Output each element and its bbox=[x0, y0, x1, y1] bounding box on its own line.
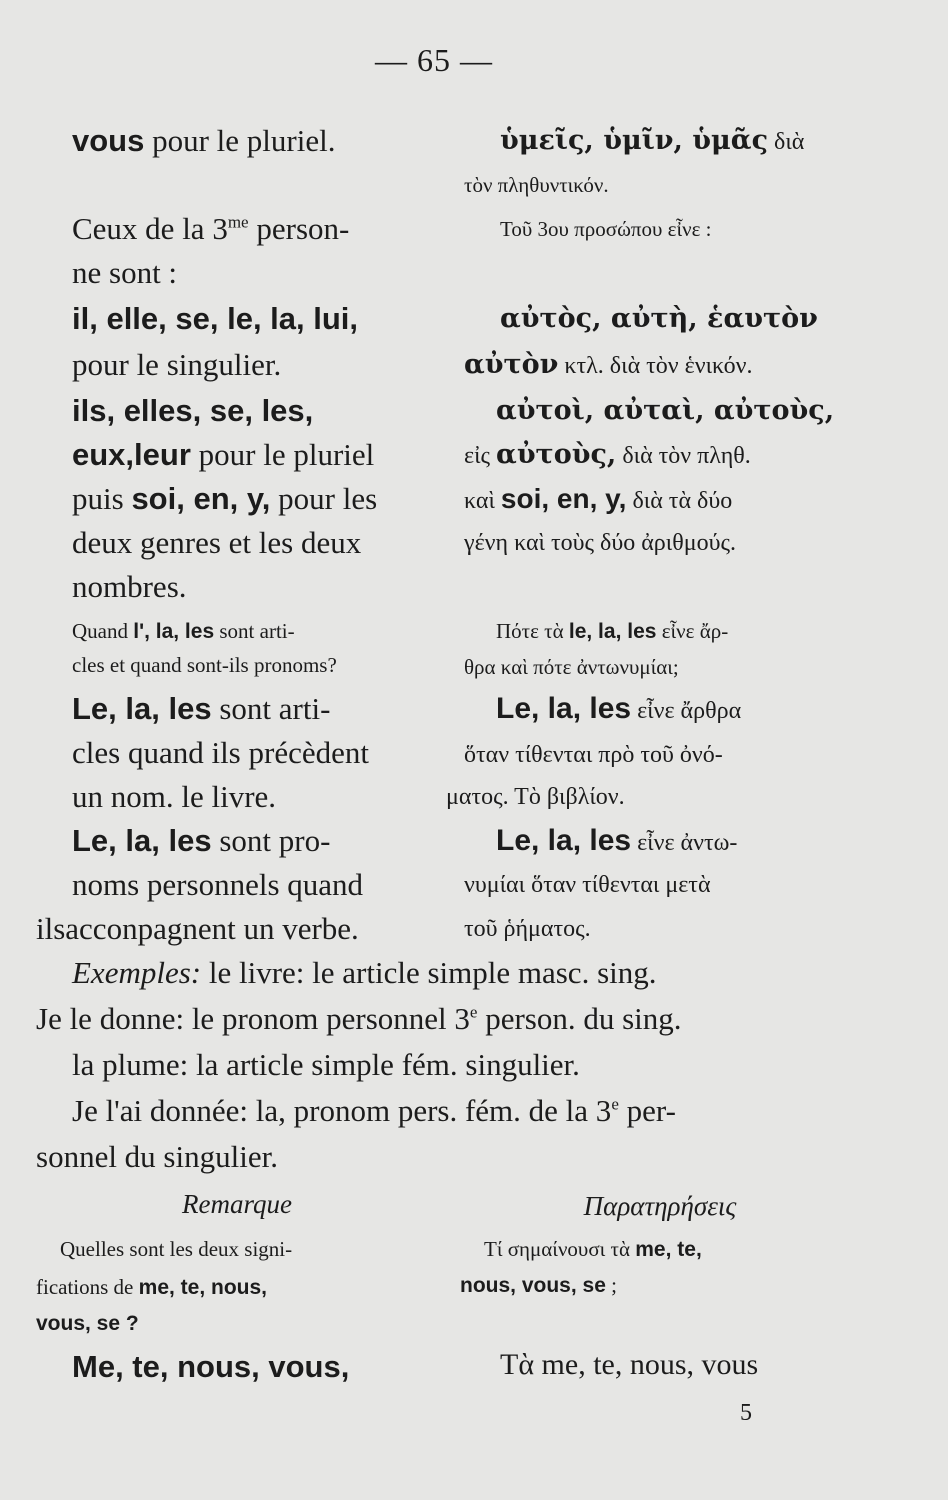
italic-label: Exemples: bbox=[72, 955, 202, 990]
left-line-5: pour le singulier. bbox=[72, 347, 282, 382]
text: sont pro- bbox=[211, 823, 331, 858]
bold-term: le, la, les bbox=[568, 620, 657, 643]
left-line-18: ilsacconpagnent un verbe. bbox=[36, 911, 359, 946]
example-line-3: la plume: la article simple fém. singulier. bbox=[72, 1047, 580, 1082]
text: pour le pluriel. bbox=[144, 123, 336, 158]
right-line-8 bbox=[464, 484, 864, 515]
left-line-8 bbox=[72, 482, 434, 516]
remarque-title: Remarque bbox=[182, 1189, 292, 1219]
bold-term: Le, la, les bbox=[496, 824, 632, 857]
left-line-14: cles quand ils précèdent bbox=[72, 735, 369, 770]
text: διὰ τὰ δύο bbox=[626, 488, 733, 514]
left-line-17: noms personnels quand bbox=[72, 867, 364, 902]
right-line-10 bbox=[496, 620, 896, 643]
example-line-2 bbox=[36, 1002, 866, 1036]
text: le livre: le article simple masc. sing. bbox=[201, 955, 657, 990]
left-line-10: nombres. bbox=[72, 569, 187, 604]
superscript: e bbox=[611, 1094, 619, 1114]
right-line-6 bbox=[496, 396, 896, 426]
question-line-2 bbox=[36, 1276, 398, 1299]
text: fications de bbox=[36, 1275, 139, 1299]
bold-term: nous, vous, se bbox=[460, 1274, 606, 1297]
bold-term: soi, en, y, bbox=[131, 481, 271, 516]
bold-term: l', la, les bbox=[133, 620, 215, 643]
paratiriseis-title: Παρατηρήσεις bbox=[583, 1191, 737, 1221]
bold-term: eux,leur bbox=[72, 437, 191, 472]
answer-left bbox=[72, 1350, 434, 1384]
bold-greek: αὐτὸς, αὐτὴ, ἑαυτὸν bbox=[500, 303, 818, 334]
right-line-4 bbox=[500, 304, 900, 334]
text: εἶνε ἀντω- bbox=[631, 830, 738, 856]
greek-question-line-1 bbox=[484, 1238, 884, 1261]
text: εἰς bbox=[464, 443, 497, 469]
bold-term: Me, te, nous, vous, bbox=[72, 1349, 350, 1384]
example-line-4 bbox=[72, 1094, 902, 1128]
text: διὰ bbox=[768, 129, 805, 155]
left-line-13 bbox=[72, 692, 434, 726]
text: εἶνε ἄρ- bbox=[656, 619, 729, 643]
right-line-16: νυμίαι ὅταν τίθενται μετὰ bbox=[464, 872, 711, 898]
left-line-12: cles et quand sont-ils pronoms? bbox=[72, 653, 337, 677]
text: Ceux de la 3 bbox=[72, 211, 228, 246]
text: διὰ τὸν πληθ. bbox=[616, 443, 751, 469]
text: Πότε τὰ bbox=[496, 619, 569, 643]
answer-right: Τὰ me, te, nous, vous bbox=[500, 1348, 759, 1381]
right-line-2: τὸν πληθυντικόν. bbox=[464, 173, 609, 197]
example-line-5: sonnel du singulier. bbox=[36, 1139, 278, 1174]
example-line-1 bbox=[72, 956, 902, 990]
bold-greek: αὐτοὶ, αὐταὶ, αὐτοὺς, bbox=[496, 395, 835, 426]
right-line-11: θρα καὶ πότε ἀντωνυμίαι; bbox=[464, 655, 679, 679]
text: Je le donne: le pronom personnel 3 bbox=[36, 1001, 470, 1036]
bold-term: ils, elles, se, les, bbox=[72, 393, 314, 428]
text: pour les bbox=[270, 481, 378, 516]
bold-term: me, te, nous, bbox=[138, 1276, 267, 1299]
left-line-4 bbox=[72, 302, 434, 336]
text: Quand bbox=[72, 619, 134, 643]
right-line-3: Τοῦ 3ου προσώπου εἶνε : bbox=[500, 217, 712, 241]
text: ; bbox=[605, 1273, 617, 1297]
right-line-14: ματος. Τὸ βιβλίον. bbox=[446, 784, 625, 810]
text: person- bbox=[248, 211, 350, 246]
bold-term: Le, la, les bbox=[496, 692, 632, 725]
left-line-2 bbox=[72, 212, 434, 246]
right-line-12 bbox=[496, 692, 896, 725]
bold-term: vous bbox=[72, 123, 145, 158]
text: person. du sing. bbox=[477, 1001, 682, 1036]
bold-greek: ὑμεῖς, ὑμῖν, ὑμᾶς bbox=[500, 125, 769, 156]
left-line-9: deux genres et les deux bbox=[72, 525, 362, 560]
right-line-1 bbox=[500, 126, 900, 156]
right-line-7 bbox=[464, 440, 864, 470]
text: sont arti- bbox=[211, 691, 331, 726]
text: puis bbox=[72, 481, 132, 516]
right-line-17: τοῦ ῥήματος. bbox=[464, 916, 591, 942]
right-line-9: γένη καὶ τοὺς δύο ἀριθμούς. bbox=[464, 530, 736, 556]
bold-term: vous, se ? bbox=[36, 1312, 139, 1335]
text: κτλ. διὰ τὸν ἑνικόν. bbox=[558, 353, 753, 379]
superscript: me bbox=[227, 212, 249, 232]
text: εἶνε ἄρθρα bbox=[631, 698, 742, 724]
right-line-13: ὅταν τίθενται πρὸ τοῦ ὀνό- bbox=[464, 742, 723, 768]
bold-greek: αὐτὸν bbox=[464, 349, 559, 380]
bold-term: soi, en, y, bbox=[500, 483, 627, 514]
text: Τί σημαίνουσι τὰ bbox=[484, 1237, 636, 1261]
left-line-7 bbox=[72, 438, 434, 472]
question-line-1: Quelles sont les deux signi- bbox=[60, 1237, 293, 1261]
left-line-1 bbox=[72, 124, 434, 158]
bold-term: me, te, bbox=[635, 1238, 702, 1261]
greek-question-line-2 bbox=[460, 1274, 860, 1297]
bold-term: il, elle, se, le, la, lui, bbox=[72, 301, 359, 336]
left-line-6 bbox=[72, 394, 434, 428]
left-line-11 bbox=[72, 620, 434, 643]
bold-term: Le, la, les bbox=[72, 691, 212, 726]
right-line-15 bbox=[496, 824, 896, 857]
text: Je l'ai donnée: la, pronom pers. fém. de la 3 bbox=[72, 1093, 612, 1128]
bold-term: Le, la, les bbox=[72, 823, 212, 858]
text: per- bbox=[618, 1093, 676, 1128]
bold-greek: αὐτοὺς, bbox=[496, 439, 617, 470]
question-line-3 bbox=[36, 1312, 398, 1335]
text: καὶ bbox=[464, 488, 501, 514]
left-line-3: ne sont : bbox=[72, 255, 178, 290]
right-line-5 bbox=[464, 350, 864, 380]
left-line-15: un nom. le livre. bbox=[72, 779, 277, 814]
text: pour le pluriel bbox=[190, 437, 375, 472]
text: sont arti- bbox=[214, 619, 295, 643]
superscript: e bbox=[469, 1002, 478, 1022]
signature-mark: 5 bbox=[740, 1400, 752, 1426]
page-number: — 65 — bbox=[375, 42, 493, 78]
left-line-16 bbox=[72, 824, 434, 858]
